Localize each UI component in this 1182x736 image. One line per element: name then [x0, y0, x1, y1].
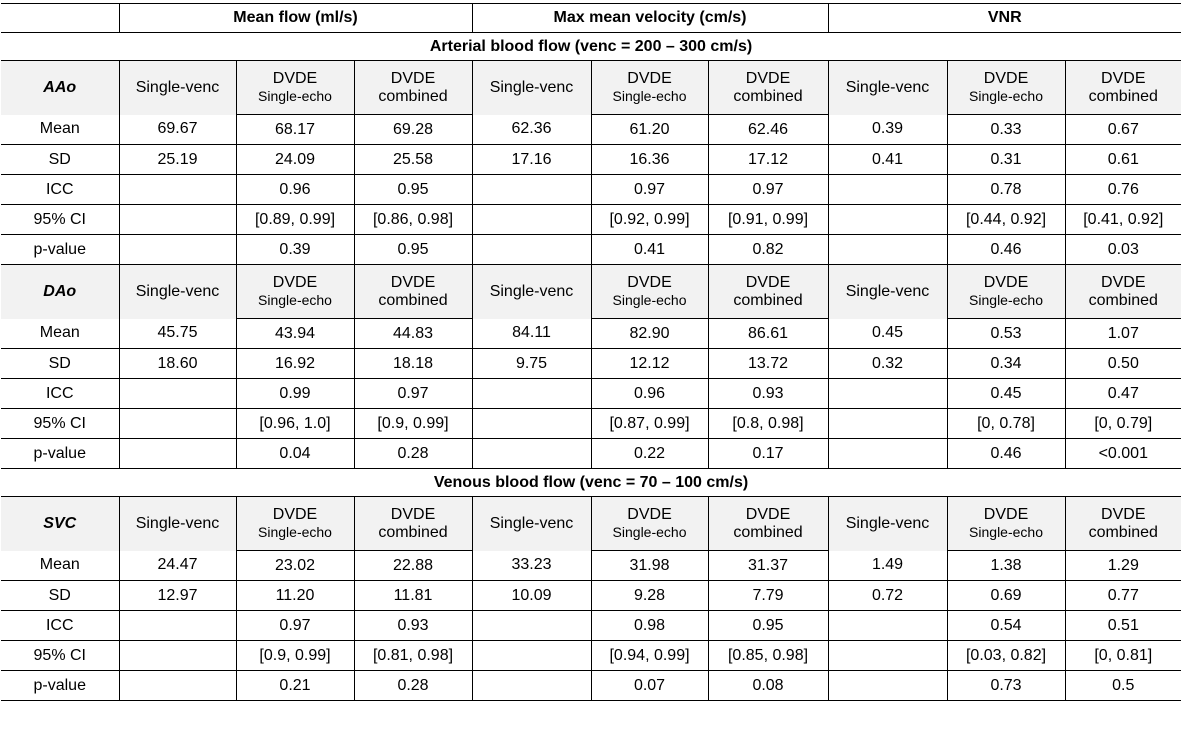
table-cell: 31.98: [591, 551, 708, 581]
header-vnr: VNR: [828, 4, 1181, 33]
table-cell: 25.19: [119, 145, 236, 175]
table-cell: [828, 379, 947, 409]
table-cell: 22.88: [354, 551, 472, 581]
table-cell: 0.32: [828, 349, 947, 379]
single-echo-label: Single-echo: [947, 292, 1065, 319]
table-cell: [0.03, 0.82]: [947, 641, 1065, 671]
table-cell: 0.95: [708, 611, 828, 641]
table-row: [1, 641, 1181, 671]
dvde-label: DVDE: [591, 61, 708, 89]
table-cell: [0.86, 0.98]: [354, 205, 472, 235]
table-cell: 17.16: [472, 145, 591, 175]
row-label: SD: [1, 145, 119, 175]
table-cell: [828, 175, 947, 205]
table-cell: 0.41: [591, 235, 708, 265]
header-mean-flow: Mean flow (ml/s): [119, 4, 472, 33]
table-cell: [119, 235, 236, 265]
single-echo-label: Single-echo: [947, 524, 1065, 551]
table-cell: 24.09: [236, 145, 354, 175]
single-echo-label: Single-echo: [591, 292, 708, 319]
table-cell: 1.38: [947, 551, 1065, 581]
row-label: SD: [1, 349, 119, 379]
table-cell: 0.46: [947, 439, 1065, 469]
table-cell: [828, 671, 947, 701]
single-venc-label: Single-venc: [828, 497, 947, 551]
single-venc-label: Single-venc: [472, 61, 591, 115]
table-cell: 68.17: [236, 115, 354, 145]
table-cell: 0.46: [947, 235, 1065, 265]
row-label: 95% CI: [1, 409, 119, 439]
table-cell: [119, 611, 236, 641]
table-cell: 0.67: [1065, 115, 1181, 145]
table-cell: 0.96: [591, 379, 708, 409]
table-row: [1, 611, 1181, 641]
table-cell: 0.93: [708, 379, 828, 409]
table-cell: [119, 409, 236, 439]
table-cell: 7.79: [708, 581, 828, 611]
dvde-label: DVDE: [1065, 265, 1181, 293]
table-cell: 62.46: [708, 115, 828, 145]
table-cell: [0.94, 0.99]: [591, 641, 708, 671]
table-cell: 0.98: [591, 611, 708, 641]
row-label: Mean: [1, 551, 119, 581]
combined-label: combined: [708, 292, 828, 319]
table-cell: [0.96, 1.0]: [236, 409, 354, 439]
table-cell: 0.77: [1065, 581, 1181, 611]
row-label: p-value: [1, 671, 119, 701]
single-echo-label: Single-echo: [591, 524, 708, 551]
table-cell: [0.92, 0.99]: [591, 205, 708, 235]
table-cell: [828, 409, 947, 439]
combined-label: combined: [1065, 88, 1181, 115]
table-cell: 24.47: [119, 551, 236, 581]
single-echo-label: Single-echo: [236, 524, 354, 551]
row-label: Mean: [1, 115, 119, 145]
row-label: p-value: [1, 235, 119, 265]
table-cell: 18.18: [354, 349, 472, 379]
table-cell: 43.94: [236, 319, 354, 349]
row-label: ICC: [1, 175, 119, 205]
table-row: [1, 551, 1181, 581]
table-row: [1, 319, 1181, 349]
vessel-label: SVC: [1, 497, 119, 551]
table-cell: [0.91, 0.99]: [708, 205, 828, 235]
subheader-row: [1, 497, 1181, 525]
table-cell: 0.41: [828, 145, 947, 175]
single-venc-label: Single-venc: [119, 265, 236, 319]
column-header-row: [1, 4, 1181, 33]
table-row: [1, 205, 1181, 235]
table-row: [1, 115, 1181, 145]
table-cell: [0.89, 0.99]: [236, 205, 354, 235]
row-label: Mean: [1, 319, 119, 349]
table-row: [1, 671, 1181, 701]
table-cell: 12.97: [119, 581, 236, 611]
single-echo-label: Single-echo: [236, 88, 354, 115]
table-cell: 0.76: [1065, 175, 1181, 205]
table-cell: 0.54: [947, 611, 1065, 641]
dvde-label: DVDE: [236, 497, 354, 525]
table-cell: 11.20: [236, 581, 354, 611]
dvde-label: DVDE: [947, 265, 1065, 293]
dvde-label: DVDE: [354, 61, 472, 89]
table-cell: 0.97: [236, 611, 354, 641]
table-cell: 82.90: [591, 319, 708, 349]
table-cell: 61.20: [591, 115, 708, 145]
table-cell: 0.03: [1065, 235, 1181, 265]
table-cell: 0.51: [1065, 611, 1181, 641]
combined-label: combined: [1065, 524, 1181, 551]
table-cell: 33.23: [472, 551, 591, 581]
table-cell: 0.72: [828, 581, 947, 611]
table-cell: 0.97: [354, 379, 472, 409]
table-cell: 0.47: [1065, 379, 1181, 409]
table-row: [1, 145, 1181, 175]
table-cell: 0.78: [947, 175, 1065, 205]
table-cell: 1.49: [828, 551, 947, 581]
table-cell: 0.39: [236, 235, 354, 265]
table-cell: [119, 671, 236, 701]
table-cell: 84.11: [472, 319, 591, 349]
table-cell: 0.28: [354, 671, 472, 701]
table-cell: [119, 175, 236, 205]
table-cell: [828, 439, 947, 469]
table-cell: 0.53: [947, 319, 1065, 349]
combined-label: combined: [708, 88, 828, 115]
combined-label: combined: [1065, 292, 1181, 319]
table-cell: 0.33: [947, 115, 1065, 145]
row-label: SD: [1, 581, 119, 611]
table-cell: 69.67: [119, 115, 236, 145]
table-cell: [0, 0.81]: [1065, 641, 1181, 671]
table-cell: [828, 205, 947, 235]
table-cell: [828, 611, 947, 641]
dvde-label: DVDE: [1065, 497, 1181, 525]
table-cell: 0.99: [236, 379, 354, 409]
table-cell: 0.04: [236, 439, 354, 469]
table-cell: [0.9, 0.99]: [354, 409, 472, 439]
table-cell: [119, 205, 236, 235]
table-cell: 31.37: [708, 551, 828, 581]
dvde-label: DVDE: [591, 265, 708, 293]
table-cell: 13.72: [708, 349, 828, 379]
table-cell: 0.95: [354, 175, 472, 205]
table-cell: [119, 641, 236, 671]
table-cell: [472, 235, 591, 265]
table-row: [1, 379, 1181, 409]
single-venc-label: Single-venc: [119, 61, 236, 115]
table-cell: [472, 175, 591, 205]
table-cell: 0.34: [947, 349, 1065, 379]
single-venc-label: Single-venc: [119, 497, 236, 551]
table-row: [1, 235, 1181, 265]
table-cell: 0.93: [354, 611, 472, 641]
single-venc-label: Single-venc: [472, 265, 591, 319]
combined-label: combined: [354, 292, 472, 319]
row-label: 95% CI: [1, 641, 119, 671]
table-cell: 0.22: [591, 439, 708, 469]
dvde-label: DVDE: [708, 265, 828, 293]
vessel-label: DAo: [1, 265, 119, 319]
table-cell: 69.28: [354, 115, 472, 145]
table-cell: 1.29: [1065, 551, 1181, 581]
table-cell: 0.45: [828, 319, 947, 349]
single-echo-label: Single-echo: [947, 88, 1065, 115]
table-cell: 0.07: [591, 671, 708, 701]
table-cell: [472, 409, 591, 439]
header-max-mean-velocity: Max mean velocity (cm/s): [472, 4, 828, 33]
table-cell: [0.81, 0.98]: [354, 641, 472, 671]
vessel-label: AAo: [1, 61, 119, 115]
row-label: ICC: [1, 611, 119, 641]
table-cell: 0.73: [947, 671, 1065, 701]
table-cell: 0.39: [828, 115, 947, 145]
table-row: [1, 409, 1181, 439]
dvde-label: DVDE: [947, 497, 1065, 525]
combined-label: combined: [708, 524, 828, 551]
table-cell: 0.21: [236, 671, 354, 701]
table-cell: [472, 439, 591, 469]
table-cell: 16.36: [591, 145, 708, 175]
dvde-label: DVDE: [708, 497, 828, 525]
table-cell: 0.31: [947, 145, 1065, 175]
table-row: [1, 175, 1181, 205]
table-cell: 23.02: [236, 551, 354, 581]
table-cell: 0.97: [708, 175, 828, 205]
table-cell: 12.12: [591, 349, 708, 379]
table-cell: [472, 641, 591, 671]
table-cell: [472, 205, 591, 235]
row-label: p-value: [1, 439, 119, 469]
table-cell: [119, 379, 236, 409]
table-cell: [472, 611, 591, 641]
single-echo-label: Single-echo: [591, 88, 708, 115]
subheader-row: [1, 61, 1181, 89]
row-label: 95% CI: [1, 205, 119, 235]
header-corner: [1, 4, 119, 33]
table-cell: 18.60: [119, 349, 236, 379]
table-cell: 0.61: [1065, 145, 1181, 175]
single-venc-label: Single-venc: [828, 61, 947, 115]
table-cell: 62.36: [472, 115, 591, 145]
table-cell: 0.28: [354, 439, 472, 469]
table-cell: [0.44, 0.92]: [947, 205, 1065, 235]
table-cell: 0.17: [708, 439, 828, 469]
table-cell: 10.09: [472, 581, 591, 611]
table-cell: 0.95: [354, 235, 472, 265]
table-cell: [0.85, 0.98]: [708, 641, 828, 671]
table-cell: [0.87, 0.99]: [591, 409, 708, 439]
section-title: Arterial blood flow (venc = 200 – 300 cm/s): [1, 33, 1181, 61]
table-cell: 9.75: [472, 349, 591, 379]
dvde-label: DVDE: [591, 497, 708, 525]
table-cell: 86.61: [708, 319, 828, 349]
combined-label: combined: [354, 524, 472, 551]
table-cell: 11.81: [354, 581, 472, 611]
single-venc-label: Single-venc: [472, 497, 591, 551]
dvde-label: DVDE: [354, 497, 472, 525]
table-row: [1, 439, 1181, 469]
dvde-label: DVDE: [236, 61, 354, 89]
dvde-label: DVDE: [354, 265, 472, 293]
table-cell: 1.07: [1065, 319, 1181, 349]
table-cell: [472, 379, 591, 409]
table-row: [1, 349, 1181, 379]
table-cell: 0.69: [947, 581, 1065, 611]
table-cell: [0.41, 0.92]: [1065, 205, 1181, 235]
table-cell: 0.96: [236, 175, 354, 205]
table-cell: [0.8, 0.98]: [708, 409, 828, 439]
dvde-label: DVDE: [1065, 61, 1181, 89]
dvde-label: DVDE: [708, 61, 828, 89]
table-cell: 17.12: [708, 145, 828, 175]
table-cell: 16.92: [236, 349, 354, 379]
table-cell: 0.97: [591, 175, 708, 205]
section-title-row: [1, 33, 1181, 61]
table-body: [1, 4, 1181, 701]
table-cell: 45.75: [119, 319, 236, 349]
table-cell: [0.9, 0.99]: [236, 641, 354, 671]
table-cell: 0.50: [1065, 349, 1181, 379]
table-cell: 25.58: [354, 145, 472, 175]
single-echo-label: Single-echo: [236, 292, 354, 319]
table-cell: [0, 0.78]: [947, 409, 1065, 439]
table-cell: [472, 671, 591, 701]
table-cell: 9.28: [591, 581, 708, 611]
table-cell: 0.08: [708, 671, 828, 701]
table-cell: 44.83: [354, 319, 472, 349]
table-row: [1, 581, 1181, 611]
table-cell: [119, 439, 236, 469]
combined-label: combined: [354, 88, 472, 115]
section-title: Venous blood flow (venc = 70 – 100 cm/s): [1, 469, 1181, 497]
row-label: ICC: [1, 379, 119, 409]
table-cell: [0, 0.79]: [1065, 409, 1181, 439]
table-cell: 0.82: [708, 235, 828, 265]
table-cell: 0.5: [1065, 671, 1181, 701]
table-cell: [828, 235, 947, 265]
section-title-row: [1, 469, 1181, 497]
results-table: [1, 3, 1181, 701]
table-cell: <0.001: [1065, 439, 1181, 469]
single-venc-label: Single-venc: [828, 265, 947, 319]
dvde-label: DVDE: [236, 265, 354, 293]
dvde-label: DVDE: [947, 61, 1065, 89]
subheader-row: [1, 265, 1181, 293]
table-cell: 0.45: [947, 379, 1065, 409]
table-cell: [828, 641, 947, 671]
